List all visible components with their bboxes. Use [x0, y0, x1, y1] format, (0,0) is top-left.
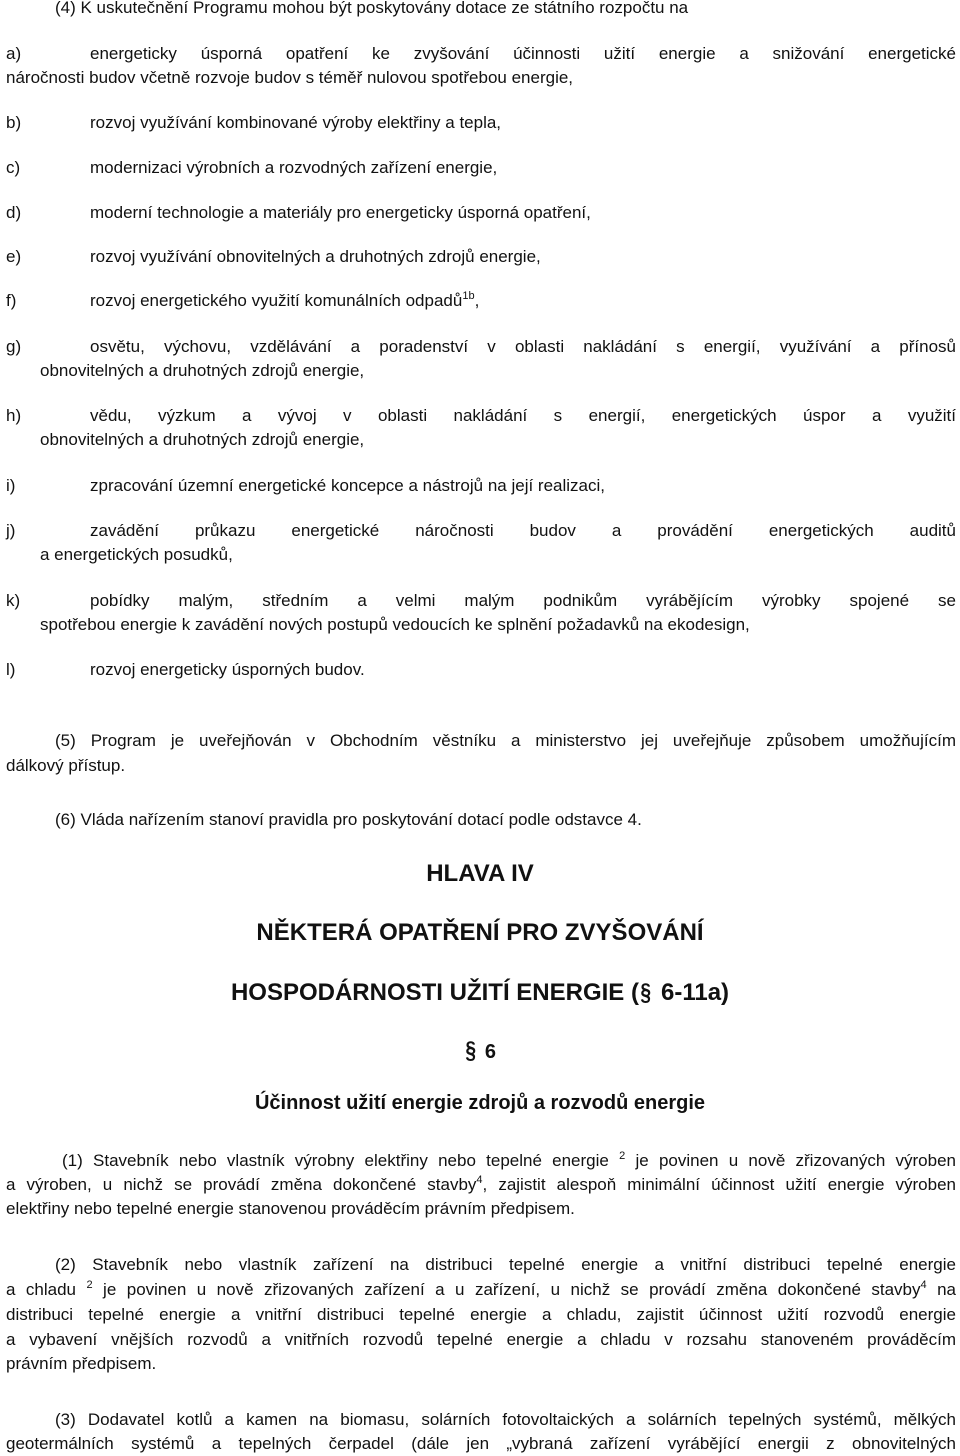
- footnote-ref: 4: [920, 1279, 927, 1291]
- paragraph-text: [6, 1278, 956, 1302]
- paragraph-6: (6) Vláda nařízením stanoví pravidla pro poskytování dotací podle odstavce 4.: [55, 810, 642, 829]
- list-item-text: rozvoj využívání obnovitelných a druhotných zdrojů energie,: [90, 247, 541, 266]
- section-number-text: 6: [479, 1041, 497, 1063]
- list-item-label: l): [6, 660, 16, 679]
- paragraph-text: elektřiny nebo tepelné energie stanovenou prováděcím právním předpisem.: [6, 1199, 575, 1218]
- text-span: na: [926, 1280, 956, 1299]
- text-span: a chladu: [6, 1280, 87, 1299]
- list-item-label: c): [6, 158, 21, 177]
- footnote-ref: 2: [619, 1150, 626, 1162]
- list-item-text: energeticky úsporná opatření ke zvyšování účinnosti užití energie a snižování energetické: [90, 44, 956, 63]
- footnote-ref: 1b: [462, 290, 475, 302]
- section-title: Účinnost užití energie zdrojů a rozvodů energie: [254, 1092, 706, 1114]
- paragraph-text: [62, 1149, 956, 1173]
- section-sign: §: [465, 1037, 476, 1064]
- paragraph-text: distribuci tepelné energie a vnitřní distribuci tepelné energie a chladu, zajistit účinnost užití rozvodů energie: [6, 1305, 956, 1324]
- text-span: je povinen u nově zřizovaných zařízení a u zařízení, u nichž se provádí změna dokončené stavby: [92, 1280, 921, 1299]
- text-span: (1) Stavebník nebo vlastník výrobny elektřiny nebo tepelné energie: [62, 1151, 620, 1170]
- text-span: a výroben, u nichž se provádí změna dokončené stavby: [6, 1175, 477, 1194]
- list-item-text-tail: ,: [474, 291, 480, 310]
- list-item-text-continued: náročnosti budov včetně rozvoje budov s téměř nulovou spotřebou energie,: [6, 68, 574, 87]
- paragraph-text: [6, 1173, 956, 1197]
- text-span: , zajistit alespoň minimální účinnost užití energie výroben: [482, 1175, 956, 1194]
- list-item-text: modernizaci výrobních a rozvodných zařízení energie,: [90, 158, 498, 177]
- list-item-text-continued: obnovitelných a druhotných zdrojů energie,: [40, 361, 365, 380]
- list-item-label: e): [6, 247, 22, 266]
- paragraph-text: geotermálních systémů a tepelných čerpadel (dále jen „vybraná zařízení vyrábějící energii z obnovitelných: [6, 1434, 956, 1453]
- list-item-text: osvětu, výchovu, vzdělávání a poradenství v oblasti nakládání s energií, využívání a přínosů: [90, 337, 956, 356]
- chapter-title-line-2: [0, 977, 960, 1009]
- list-item-label: j): [6, 521, 16, 540]
- list-item-text: pobídky malým, středním a velmi malým podnikům vyrábějícím výrobky spojené se: [90, 591, 956, 610]
- list-item-text: [90, 289, 479, 313]
- list-item-text: zpracování územní energetické koncepce a nástrojů na její realizaci,: [90, 476, 606, 495]
- list-item-text: rozvoj využívání kombinované výroby elektřiny a tepla,: [90, 113, 502, 132]
- list-item-text: zavádění průkazu energetické náročnosti budov a provádění energetických auditů: [90, 521, 956, 540]
- list-item-text: vědu, výzkum a vývoj v oblasti nakládání s energií, energetických úspor a využití: [90, 406, 956, 425]
- paragraph-text: právním předpisem.: [6, 1354, 157, 1373]
- footnote-ref: 2: [86, 1279, 93, 1291]
- list-item-label: d): [6, 203, 22, 222]
- text-span: je povinen u nově zřizovaných výroben: [625, 1151, 956, 1170]
- paragraph-text: (2) Stavebník nebo vlastník zařízení na distribuci tepelné energie a vnitřní distribuci tepelné energie: [55, 1255, 956, 1274]
- list-item-text: rozvoj energeticky úsporných budov.: [90, 660, 365, 679]
- chapter-heading: HLAVA IV: [426, 860, 534, 887]
- list-item-text-main: rozvoj energetického využití komunálních odpadů: [90, 291, 463, 310]
- list-item-text-continued: a energetických posudků,: [40, 545, 233, 564]
- list-item-text-continued: spotřebou energie k zavádění nových postupů vedoucích ke splnění požadavků na ekodesign,: [40, 615, 750, 634]
- paragraph-4-intro: (4) K uskutečnění Programu mohou být poskytovány dotace ze státního rozpočtu na: [55, 0, 689, 17]
- list-item-label: i): [6, 476, 16, 495]
- footnote-ref: 4: [476, 1174, 483, 1186]
- list-item-label: g): [6, 337, 22, 356]
- list-item-label: b): [6, 113, 22, 132]
- paragraph-text: a vybavení vnějších rozvodů a vnitřních rozvodů tepelné energie a chladu v rozsahu stanoveném prováděcím: [6, 1330, 956, 1349]
- paragraph-text: (3) Dodavatel kotlů a kamen na biomasu, solárních fotovoltaických a solárních tepelných systémů, mělkých: [55, 1410, 956, 1429]
- list-item-text-continued: obnovitelných a druhotných zdrojů energie,: [40, 430, 365, 449]
- paragraph-text: (5) Program je uveřejňován v Obchodním věstníku a ministerstvo jej uveřejňuje způsobem umožňujícím: [55, 731, 956, 750]
- chapter-title-range: 6-11a): [654, 979, 730, 1006]
- list-item-text: moderní technologie a materiály pro energeticky úsporná opatření,: [90, 203, 591, 222]
- chapter-title-line-1: NĚKTERÁ OPATŘENÍ PRO ZVYŠOVÁNÍ: [256, 919, 704, 946]
- paragraph-text-continued: dálkový přístup.: [6, 756, 126, 775]
- list-item-label: k): [6, 591, 21, 610]
- section-number: [0, 1036, 960, 1067]
- list-item-label: f): [6, 291, 17, 310]
- section-sign: §: [640, 979, 651, 1006]
- list-item-label: h): [6, 406, 22, 425]
- list-item-label: a): [6, 44, 22, 63]
- chapter-title-text: HOSPODÁRNOSTI UŽITÍ ENERGIE (: [230, 979, 639, 1006]
